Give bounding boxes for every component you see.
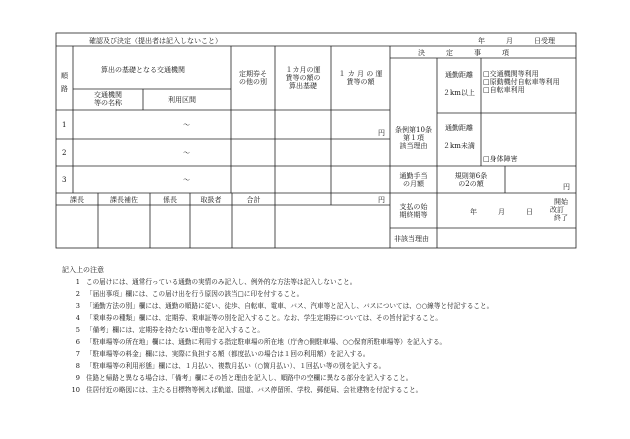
option-bicycle[interactable]: □自転車利用 (483, 86, 525, 94)
article-reason-label: 条例第10条 第１項 該当理由 (395, 126, 432, 150)
approval-subsection-chief: 係長 (163, 196, 177, 204)
approval-total: 合計 (246, 196, 261, 204)
note-item: 10 住居付近の略図には、主たる目標物等例えば軌道、国道、バス停留所、学校、郵便局、会社建物を付記すること。 (71, 386, 423, 394)
distance-under-2km-label: 通勤距離 ２km未満 (443, 124, 475, 150)
route-number-header: 順 路 (61, 72, 68, 93)
note-item: 9 住路と帰路と異なる場合は、「備考」欄にその旨と理由を記入し、順路中の空欄に異なる部分を記入すること。 (75, 374, 413, 382)
monthly-amount-header: １ カ 月 の 運 賃等の額 (338, 70, 383, 86)
transport-name-header: 交通機関 等の名称 (94, 91, 122, 107)
distance-over-2km-label: 通勤距離 ２km以上 (443, 71, 475, 97)
payment-date: 年 月 日 (470, 208, 533, 216)
note-item: 8 「駐車場等の利用形態」欄には、１月払い、複数月払い（○箇月払い）、１回払い等の別を記入する。 (75, 362, 386, 370)
note-item: 1 この届けには、通常行っている通勤の実情のみ記入し、例外的な方法等は記入しないこと。 (75, 278, 357, 286)
decision-header: 決 定 事 項 (418, 49, 509, 57)
decision-yen: 円 (563, 183, 570, 191)
note-item: 5 「備考」欄には、定期券を持たない理由等を記入すること。 (75, 326, 265, 334)
transport-option-list (483, 70, 560, 94)
form-title: 確認及び決定（提出者は記入しないこと） (89, 37, 222, 45)
approval-handler: 取扱者 (200, 196, 222, 204)
row-tilde: 〜 (183, 149, 190, 157)
row-number: 3 (62, 176, 67, 184)
notes-title: 記入上の注意 (62, 266, 104, 274)
use-section-header: 利用区間 (168, 96, 196, 104)
received-date: 年 月 日受理 (478, 37, 555, 45)
row-number: 1 (62, 121, 67, 129)
allowance-monthly-label: 通勤手当 の月額 (399, 172, 428, 188)
row-yen: 円 (378, 129, 385, 137)
note-item: 3 「通勤方法の別」欄には、通勤の順路に従い、徒歩、自転車、電車、バス、汽車等と記入し、バスについては、○○線等と付記すること。 (75, 302, 494, 310)
payment-period-label: 支払の始 期終期等 (399, 203, 428, 219)
approval-deputy-chief: 課長補佐 (110, 196, 138, 204)
basis-transport-header: 算出の基礎となる交通機関 (101, 66, 185, 74)
row-tilde: 〜 (183, 176, 190, 184)
note-item: 7 「駐車場等の料金」欄には、実際に負担する額（都度払いの場合は１回の利用額）を記入する。 (75, 350, 370, 358)
option-public-transport[interactable]: □交通機関等利用 (483, 70, 539, 78)
note-item: 2 「届出事項」欄には、この届け出を行う原因の該当□に印を付すること。 (75, 290, 304, 298)
row-tilde: 〜 (183, 121, 190, 129)
payment-status: 開始 改訂 終了 (550, 198, 568, 222)
rule-amount-label: 規則第6条 の2の額 (454, 172, 488, 188)
row-number: 2 (62, 149, 67, 157)
monthly-fare-basis-header: １カ月の運 賃等の額の 算出基礎 (285, 66, 321, 90)
non-applicable-reason-label: 非該当理由 (394, 235, 429, 243)
note-item: 6 「駐車場等の所在地」欄には、通勤に利用する指定駐車場の所在地（庁舎○側駐車場、○○保育所駐車場等）を記入する。 (75, 338, 447, 346)
option-disability[interactable]: □身体障害 (483, 155, 518, 163)
other-type-header: 定期券そ の他の別 (239, 70, 267, 86)
approval-yen: 円 (378, 196, 385, 204)
option-motor-bicycle[interactable]: □原動機付自転車等利用 (483, 78, 560, 86)
note-item: 4 「乗車券の種類」欄には、定期券、乗車証等の別を記入すること。なお、学生定期券については、その旨付記すること。 (75, 314, 442, 322)
approval-section-chief: 課長 (70, 196, 84, 204)
